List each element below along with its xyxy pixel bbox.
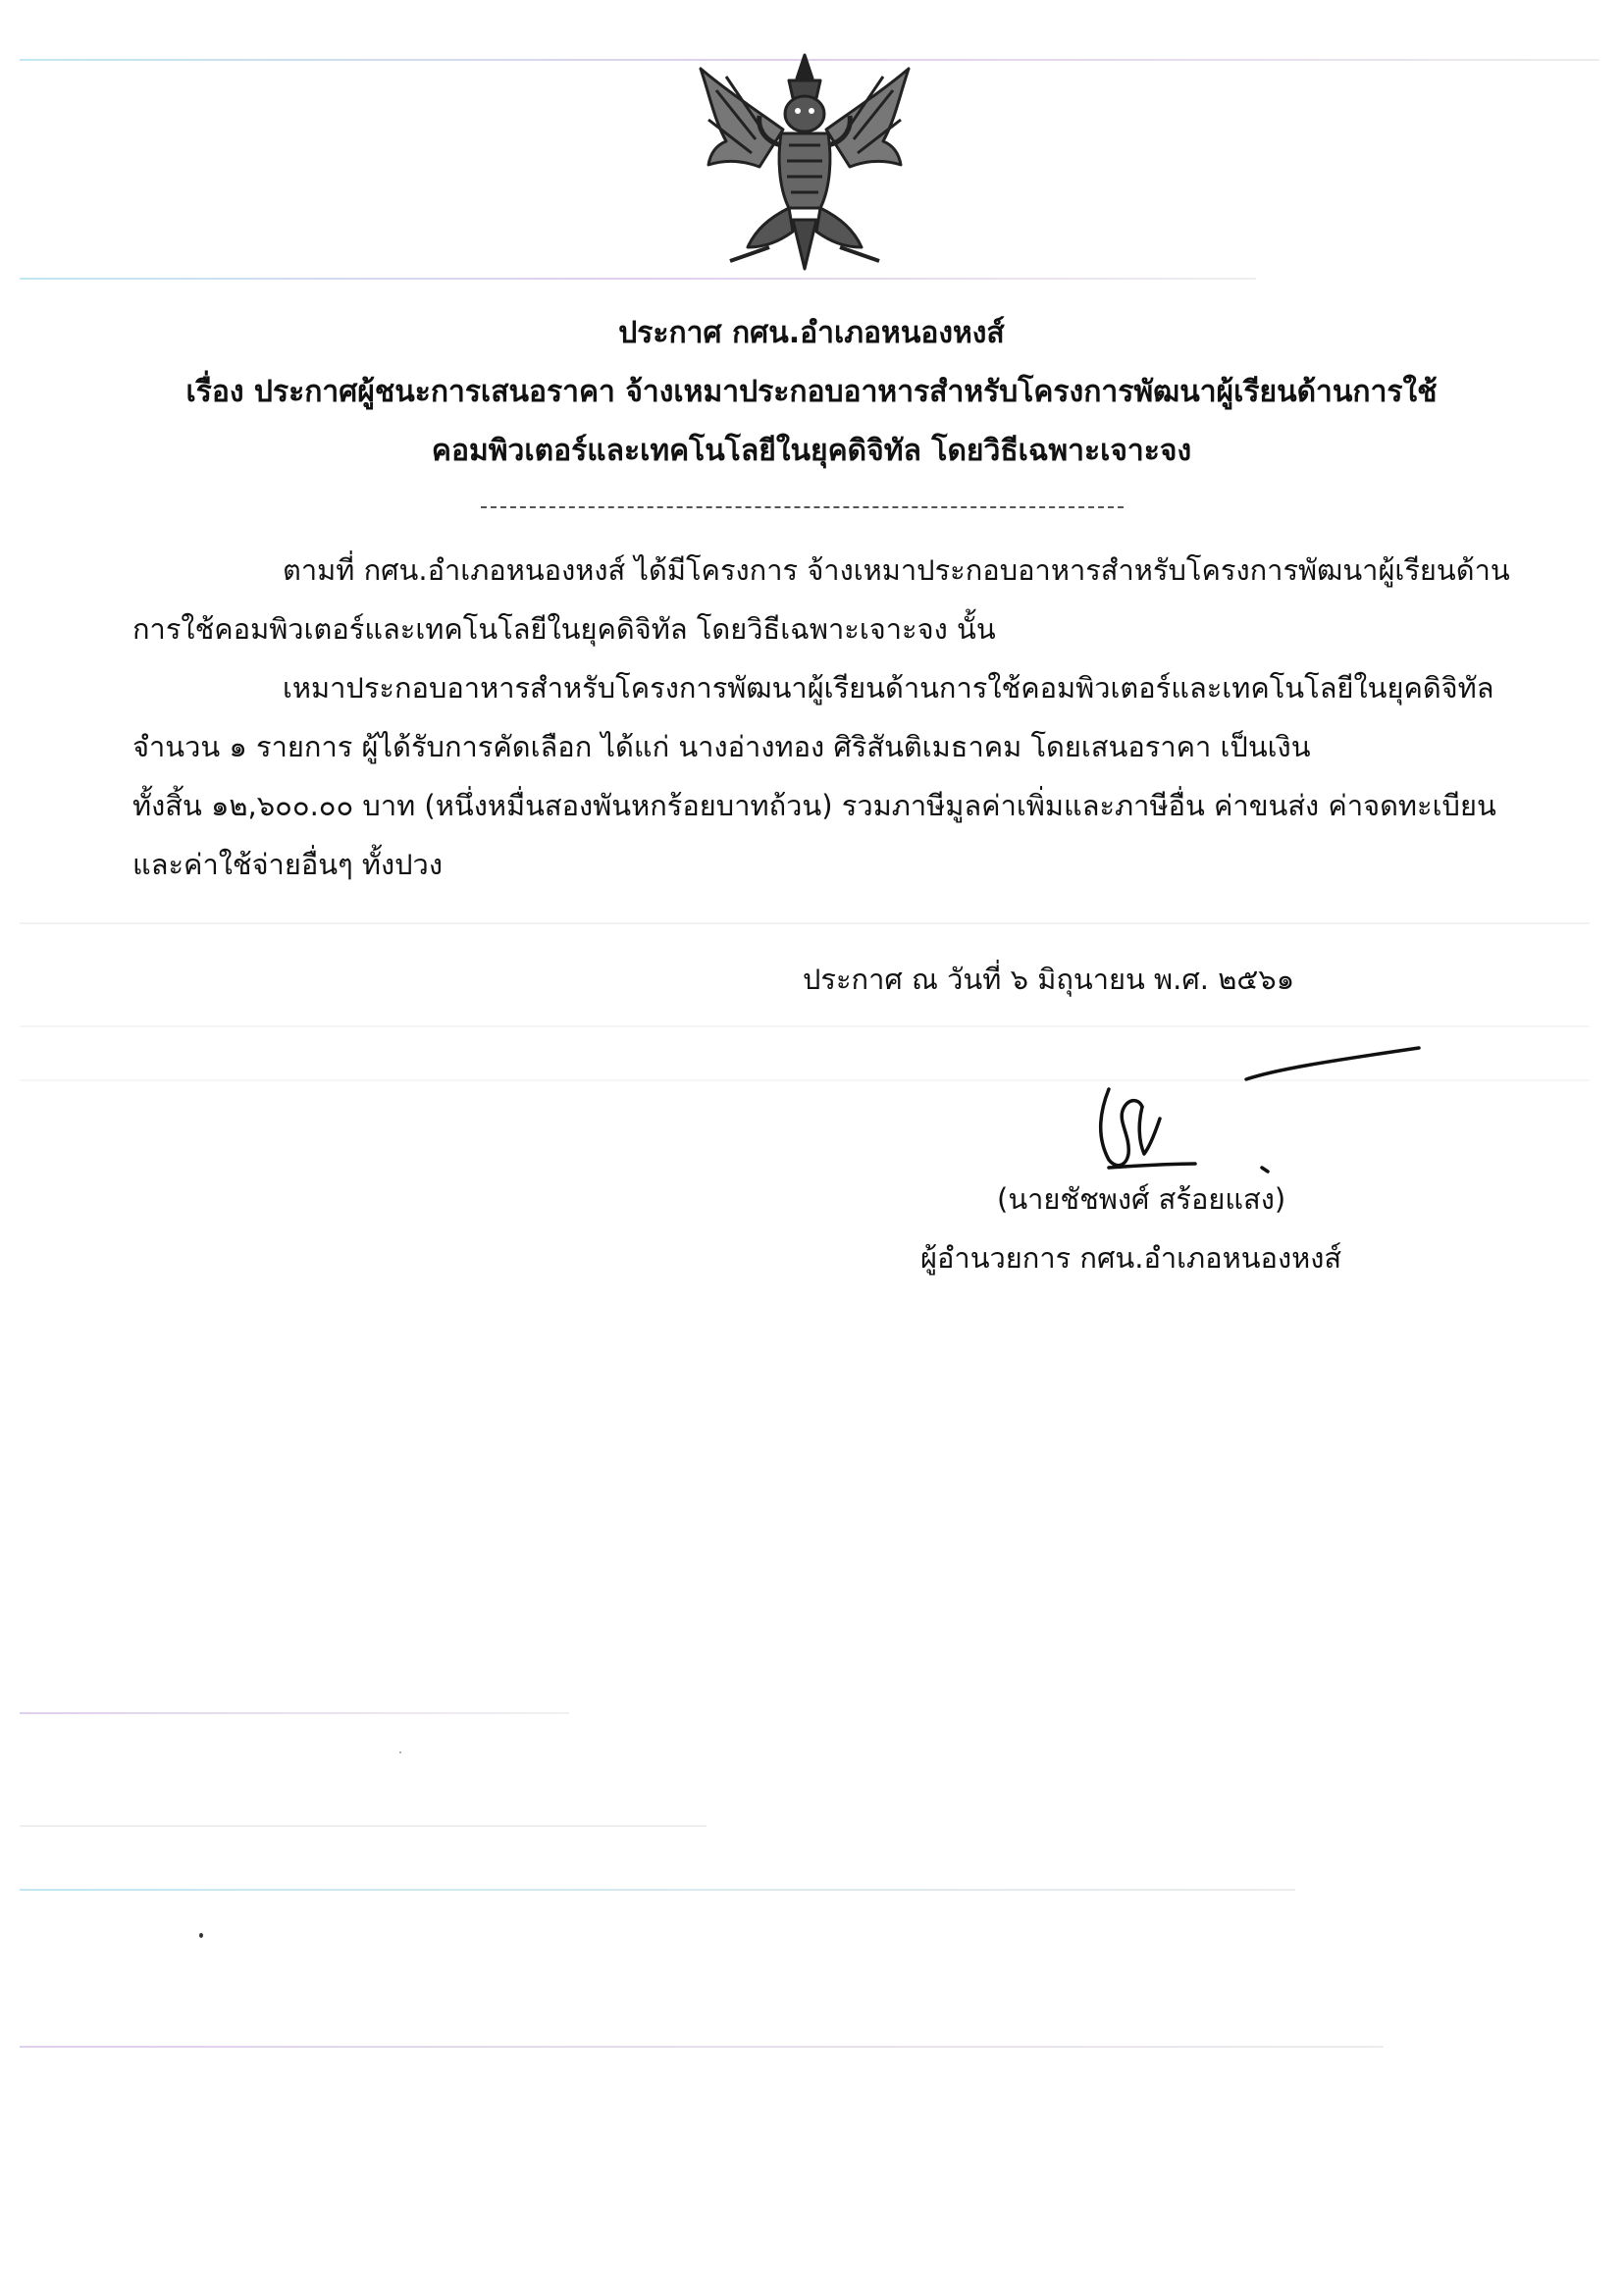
- signer-name: (นายชัชพงศ์ สร้อยแสง): [997, 1182, 1286, 1216]
- paragraph-1-line-2: การใช้คอมพิวเตอร์และเทคโนโลยีในยุคดิจิทัล โดยวิธีเฉพาะเจาะจง นั้น: [132, 612, 996, 646]
- scan-streak: [20, 1825, 707, 1827]
- paragraph-2-line-1: เหมาประกอบอาหารสำหรับโครงการพัฒนาผู้เรียนด้านการใช้คอมพิวเตอร์และเทคโนโลยีในยุคดิจิทัล: [283, 671, 1494, 704]
- signer-position: ผู้อำนวยการ กศน.อำเภอหนองหงส์: [920, 1241, 1342, 1275]
- paragraph-1-line-1: ตามที่ กศน.อำเภอหนองหงส์ ได้มีโครงการ จ้างเหมาประกอบอาหารสำหรับโครงการพัฒนาผู้เรียนด้าน: [283, 553, 1510, 587]
- scan-streak: [20, 278, 1256, 280]
- scan-streak: [20, 2046, 1384, 2048]
- scan-speck: [399, 1751, 401, 1753]
- announcement-title: ประกาศ กศน.อำเภอหนองหงส์: [618, 316, 1005, 350]
- handwritten-signature: [1070, 1020, 1442, 1187]
- scan-streak: [20, 1889, 1295, 1891]
- scan-streak: [20, 1712, 569, 1714]
- scan-speck: [199, 1933, 203, 1938]
- paragraph-2-line-2: จำนวน ๑ รายการ ผู้ได้รับการคัดเลือก ได้แก่ นางอ่างทอง ศิริสันติเมธาคม โดยเสนอราคา เป็นเงิน: [132, 730, 1311, 763]
- scan-streak: [20, 922, 1590, 924]
- paragraph-2-line-4: และค่าใช้จ่ายอื่นๆ ทั้งปวง: [132, 848, 443, 881]
- announcement-date: ประกาศ ณ วันที่ ๖ มิถุนายน พ.ศ. ๒๕๖๑: [803, 963, 1295, 996]
- subject-line-1: เรื่อง ประกาศผู้ชนะการเสนอราคา จ้างเหมาประกอบอาหารสำหรับโครงการพัฒนาผู้เรียนด้านการใช้: [185, 375, 1438, 409]
- garuda-emblem-icon: [687, 51, 922, 279]
- subject-line-2: คอมพิวเตอร์และเทคโนโลยีในยุคดิจิทัล โดยวิธีเฉพาะเจาะจง: [431, 434, 1192, 468]
- paragraph-2-line-3: ทั้งสิ้น ๑๒,๖๐๐.๐๐ บาท (หนึ่งหมื่นสองพันหกร้อยบาทถ้วน) รวมภาษีมูลค่าเพิ่มและภาษีอื่น ค่าขนส่ง ค่าจดทะเบียน: [132, 789, 1496, 822]
- title-divider: [481, 506, 1124, 508]
